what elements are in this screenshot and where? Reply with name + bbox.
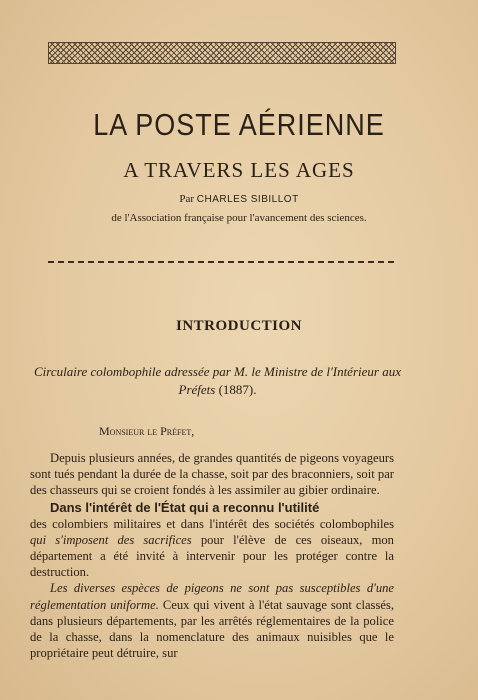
- section-heading: INTRODUCTION: [175, 318, 302, 334]
- paragraph-1: Depuis plusieurs années, de grandes quantités de pigeons voyageurs sont tués pendant la durée de la chasse, soit par des braconniers, soit par des chasseurs qui se croient fondés à les assimiler au gibier ordinaire.: [30, 451, 394, 498]
- author-line: [0, 193, 478, 205]
- circular-caption: [30, 363, 405, 399]
- letter-salutation: Monsieur le Préfet,: [99, 424, 195, 438]
- letter-body: [30, 450, 394, 661]
- document-subtitle: A TRAVERS LES AGES: [123, 158, 355, 182]
- paragraph-2: [30, 516, 394, 581]
- author-prefix: Par: [179, 193, 194, 205]
- paragraph-2-text-b: pour l'élève de ces oiseaux, mon département a été invité à intervenir pour les protéger contre la destruction.: [30, 532, 394, 580]
- document-title: LA POSTE AÉRIENNE: [93, 108, 385, 142]
- author-name: CHARLES SIBILLOT: [196, 194, 299, 205]
- author-affiliation: de l'Association française pour l'avancement des sciences.: [111, 212, 367, 224]
- paragraph-2-italic: qui s'imposent des sacrifices: [30, 532, 192, 547]
- paragraph-3-text: Ceux qui vivent à l'état sauvage sont classés, dans plusieurs départements, par les arrêtés réglementaires de la police de la chasse, dans la nomenclature des animaux nuisibles que le propriétaire peut détruire, sur: [30, 597, 394, 661]
- paragraph-2-text-a: des colombiers militaires et dans l'intérêt des sociétés colombophiles: [30, 516, 394, 531]
- circular-caption-italic: Circulaire colombophile adressée par M. le Ministre de l'Intérieur aux Préfets: [34, 364, 401, 397]
- paragraph-2-bold-lead: Dans l'intérêt de l'État qui a reconnu l'utilité: [50, 499, 320, 515]
- circular-caption-year: (1887).: [218, 382, 257, 397]
- paragraph-3-italic: Les diverses espèces de pigeons ne sont pas susceptibles d'une réglementation uniforme.: [30, 581, 394, 612]
- decorative-border-band: [48, 42, 396, 64]
- section-divider: [48, 261, 394, 263]
- paragraph-3: [30, 580, 394, 661]
